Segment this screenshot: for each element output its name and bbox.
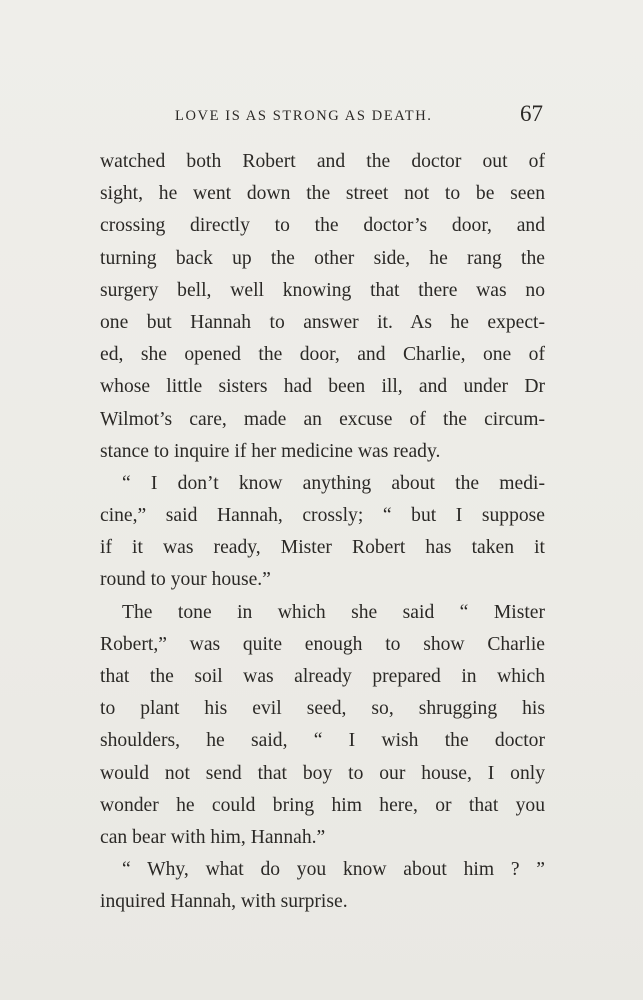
text-line: whose little sisters had been ill, and under Dr (100, 376, 545, 398)
text-line: watched both Robert and the doctor out of (100, 151, 545, 172)
text-line: ed, she opened the door, and Charlie, one of (100, 344, 545, 366)
text-line: one but Hannah to answer it. As he expect- (100, 311, 545, 333)
text-line: to plant his evil seed, so, shrugging his (100, 698, 545, 720)
text-line: turning back up the other side, he rang the (100, 247, 545, 269)
text-line: “ I don’t know anything about the medi- (122, 472, 545, 494)
text-line: “ Why, what do you know about him ? ” (122, 859, 545, 881)
text-line: surgery bell, well knowing that there was no (100, 279, 545, 301)
page-number: 67 (520, 101, 543, 126)
text-line: The tone in which she said “ Mister (122, 601, 545, 623)
text-line: round to your house.” (100, 569, 271, 591)
text-line: wonder he could bring him here, or that you (100, 794, 545, 816)
text-line: inquired Hannah, with surprise. (100, 891, 348, 913)
text-line: shoulders, he said, “ I wish the doctor (100, 730, 545, 752)
text-line: would not send that boy to our house, I only (100, 762, 545, 784)
text-line: Wilmot’s care, made an excuse of the circum- (100, 408, 545, 430)
running-title: LOVE IS AS STRONG AS DEATH. (175, 108, 433, 124)
text-line: crossing directly to the doctor’s door, and (100, 215, 545, 237)
text-line: cine,” said Hannah, crossly; “ but I suppose (100, 505, 545, 527)
text-line: if it was ready, Mister Robert has taken it (100, 537, 545, 559)
text-line: sight, he went down the street not to be seen (100, 183, 545, 205)
text-line: stance to inquire if her medicine was ready. (100, 440, 441, 462)
text-line: Robert,” was quite enough to show Charlie (100, 633, 545, 655)
running-head (100, 101, 543, 133)
text-line: that the soil was already prepared in which (100, 666, 545, 687)
body-text (100, 146, 545, 919)
text-line: can bear with him, Hannah.” (100, 826, 326, 848)
